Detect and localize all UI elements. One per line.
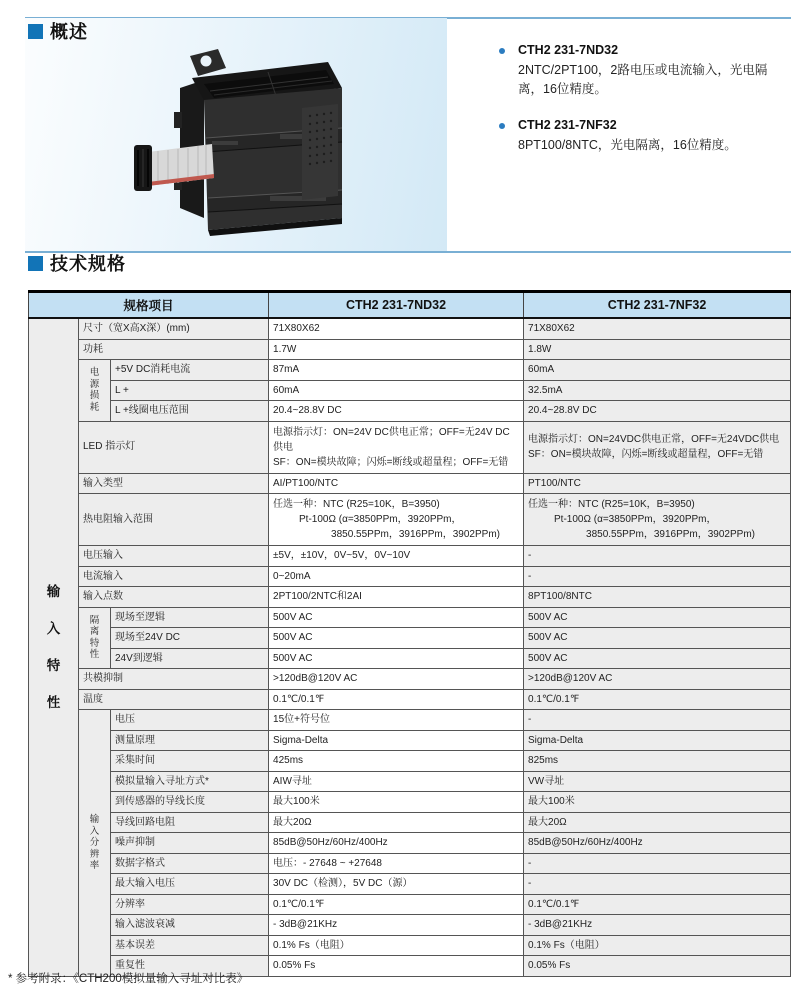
spec-value-cell: -	[524, 874, 791, 895]
spec-row	[29, 566, 791, 587]
spec-row	[29, 401, 791, 422]
spec-row	[29, 607, 791, 628]
spec-row	[29, 894, 791, 915]
spec-label-cell: 数据字格式	[111, 853, 269, 874]
spec-row	[29, 628, 791, 649]
spec-row	[29, 915, 791, 936]
spec-value-cell: 32.5mA	[524, 380, 791, 401]
spec-label-cell: 输入类型	[79, 473, 269, 494]
spec-value-cell: 最大100米	[269, 792, 524, 813]
spec-label-cell: 重复性	[111, 956, 269, 977]
spec-label-cell: 温度	[79, 689, 269, 710]
spec-value-cell: 71X80X62	[524, 318, 791, 339]
spec-row	[29, 473, 791, 494]
spec-row	[29, 710, 791, 731]
spec-row	[29, 792, 791, 813]
product-description: 8PT100/8NTC，光电隔离，16位精度。	[518, 138, 737, 152]
blue-square-icon	[28, 24, 43, 39]
spec-value-cell: 500V AC	[269, 648, 524, 669]
spec-value-cell: 0.05% Fs	[524, 956, 791, 977]
spec-value-cell: 0.1% Fs（电阻）	[524, 935, 791, 956]
header-row	[29, 292, 791, 319]
spec-value-cell: 0.1℃/0.1℉	[269, 689, 524, 710]
spec-value-cell: 2PT100/2NTC和2AI	[269, 587, 524, 608]
spec-row	[29, 833, 791, 854]
spec-value-cell: - 3dB@21KHz	[524, 915, 791, 936]
spec-value-cell: 任选一种：NTC (R25=10K，B=3950) Pt-100Ω (α=3850PPm，3920PPm， 3850.55PPm，3916PPm，3902PPm)	[269, 494, 524, 546]
spec-value-cell: 85dB@50Hz/60Hz/400Hz	[269, 833, 524, 854]
spec-label-cell: 到传感器的导线长度	[111, 792, 269, 813]
spec-label-cell: 功耗	[79, 339, 269, 360]
spec-label-cell: 采集时间	[111, 751, 269, 772]
spec-value-cell: 15位+符号位	[269, 710, 524, 731]
spec-value-cell: 1.8W	[524, 339, 791, 360]
spec-row	[29, 360, 791, 381]
spec-value-cell: 0.05% Fs	[269, 956, 524, 977]
spec-value-cell: 425ms	[269, 751, 524, 772]
spec-value-cell: 最大20Ω	[524, 812, 791, 833]
spec-label-cell: 最大输入电压	[111, 874, 269, 895]
spec-value-cell: 0.1% Fs（电阻）	[269, 935, 524, 956]
spec-row	[29, 669, 791, 690]
spec-value-cell: 825ms	[524, 751, 791, 772]
spec-label-cell: 导线回路电阻	[111, 812, 269, 833]
spec-label-cell: 现场至逻辑	[111, 607, 269, 628]
spec-value-cell: 0.1℃/0.1℉	[524, 689, 791, 710]
spec-value-cell: 500V AC	[524, 648, 791, 669]
spec-row	[29, 689, 791, 710]
sub-group-label: 隔离特性	[79, 607, 111, 669]
spec-value-cell: 60mA	[524, 360, 791, 381]
product-description: 2NTC/2PT100，2路电压或电流输入，光电隔离，16位精度。	[518, 63, 768, 96]
spec-value-cell: 电源指示灯：ON=24VDC供电正常，OFF=无24VDC供电 SF：ON=模块故障，闪烁=断线或超量程，OFF=无错	[524, 421, 791, 473]
product-image	[130, 46, 365, 244]
spec-label-cell: 基本误差	[111, 935, 269, 956]
spec-label-cell: 分辨率	[111, 894, 269, 915]
footnote: * 参考附录：《CTH200模拟量输入寻址对比表》	[8, 973, 249, 985]
sub-group-label: 输入分辨率	[79, 710, 111, 977]
spec-label-cell: +5V DC消耗电流	[111, 360, 269, 381]
spec-label-cell: 输入点数	[79, 587, 269, 608]
col-header-spec-item: 规格项目	[29, 292, 269, 319]
spec-row	[29, 648, 791, 669]
spec-row	[29, 587, 791, 608]
spec-value-cell: - 3dB@21KHz	[269, 915, 524, 936]
spec-value-cell: AI/PT100/NTC	[269, 473, 524, 494]
spec-label-cell: 模拟量输入寻址方式*	[111, 771, 269, 792]
specs-title: 技术规格	[50, 254, 126, 274]
overview-section-header	[28, 22, 88, 42]
product-model: CTH2 231-7ND32	[518, 43, 619, 57]
spec-value-cell: 1.7W	[269, 339, 524, 360]
spec-value-cell: 最大20Ω	[269, 812, 524, 833]
bullet-dot-icon	[499, 48, 505, 54]
spec-value-cell: 500V AC	[269, 607, 524, 628]
spec-value-cell: Sigma-Delta	[524, 730, 791, 751]
spec-value-cell: 87mA	[269, 360, 524, 381]
spec-label-cell: 尺寸（宽X高X深）(mm)	[79, 318, 269, 339]
spec-value-cell: 0.1℃/0.1℉	[269, 894, 524, 915]
spec-value-cell: -	[524, 853, 791, 874]
sub-group-label: 电源损耗	[79, 360, 111, 422]
spec-value-cell: 71X80X62	[269, 318, 524, 339]
spec-value-cell: 电压：- 27648 ~ +27648	[269, 853, 524, 874]
spec-value-cell: PT100/NTC	[524, 473, 791, 494]
spec-label-cell: 输入滤波衰减	[111, 915, 269, 936]
spec-table-header	[29, 292, 791, 319]
spec-row	[29, 546, 791, 567]
bullet-dot-icon	[499, 123, 505, 129]
spec-value-cell: Sigma-Delta	[269, 730, 524, 751]
spec-label-cell: 噪声抑制	[111, 833, 269, 854]
blue-square-icon	[28, 256, 43, 271]
spec-row	[29, 853, 791, 874]
spec-value-cell: 任选一种：NTC (R25=10K，B=3950) Pt-100Ω (α=3850PPm，3920PPm， 3850.55PPm，3916PPm，3902PPm)	[524, 494, 791, 546]
spec-value-cell: 85dB@50Hz/60Hz/400Hz	[524, 833, 791, 854]
middle-divider-line	[25, 251, 791, 253]
spec-row	[29, 874, 791, 895]
spec-value-cell: 电源指示灯：ON=24V DC供电正常；OFF=无24V DC供电 SF：ON=模块故障；闪烁=断线或超量程；OFF=无错	[269, 421, 524, 473]
spec-row	[29, 494, 791, 546]
spec-value-cell: 0~20mA	[269, 566, 524, 587]
spec-value-cell: 20.4~28.8V DC	[269, 401, 524, 422]
list-item	[497, 117, 787, 155]
spec-value-cell: 500V AC	[524, 607, 791, 628]
spec-row	[29, 812, 791, 833]
overview-title: 概述	[50, 22, 88, 42]
spec-label-cell: 热电阻输入范围	[79, 494, 269, 546]
spec-row	[29, 935, 791, 956]
overview-bullet-list	[497, 42, 787, 173]
spec-value-cell: 500V AC	[524, 628, 791, 649]
spec-label-cell: 现场至24V DC	[111, 628, 269, 649]
spec-value-cell: 60mA	[269, 380, 524, 401]
spec-label-cell: 24V到逻辑	[111, 648, 269, 669]
spec-row	[29, 751, 791, 772]
specs-section-header	[28, 254, 126, 274]
spec-label-cell: 测量原理	[111, 730, 269, 751]
spec-row	[29, 380, 791, 401]
spec-row	[29, 730, 791, 751]
spec-table	[28, 290, 791, 977]
spec-row	[29, 339, 791, 360]
spec-row	[29, 318, 791, 339]
spec-value-cell: -	[524, 546, 791, 567]
spec-label-cell: L +	[111, 380, 269, 401]
spec-value-cell: -	[524, 710, 791, 731]
spec-value-cell: 500V AC	[269, 628, 524, 649]
spec-value-cell: 20.4~28.8V DC	[524, 401, 791, 422]
product-model: CTH2 231-7NF32	[518, 118, 617, 132]
spec-value-cell: 30V DC（检测），5V DC（源）	[269, 874, 524, 895]
spec-value-cell: -	[524, 566, 791, 587]
col-header-nd32: CTH2 231-7ND32	[269, 292, 524, 319]
spec-label-cell: 电压输入	[79, 546, 269, 567]
spec-value-cell: >120dB@120V AC	[524, 669, 791, 690]
spec-value-cell: >120dB@120V AC	[269, 669, 524, 690]
spec-value-cell: 0.1℃/0.1℉	[524, 894, 791, 915]
list-item	[497, 42, 787, 99]
spec-label-cell: 电压	[111, 710, 269, 731]
spec-value-cell: ±5V，±10V，0V~5V，0V~10V	[269, 546, 524, 567]
spec-label-cell: L +线圈电压范围	[111, 401, 269, 422]
spec-label-cell: 电流输入	[79, 566, 269, 587]
spec-label-cell: 共模抑制	[79, 669, 269, 690]
col-header-nf32: CTH2 231-7NF32	[524, 292, 791, 319]
spec-table-body	[29, 318, 791, 976]
row-group-label: 输入特性	[29, 318, 79, 976]
spec-label-cell: LED 指示灯	[79, 421, 269, 473]
spec-value-cell: 8PT100/8NTC	[524, 587, 791, 608]
spec-row	[29, 421, 791, 473]
spec-row	[29, 771, 791, 792]
spec-value-cell: VW寻址	[524, 771, 791, 792]
spec-value-cell: 最大100米	[524, 792, 791, 813]
spec-value-cell: AIW寻址	[269, 771, 524, 792]
